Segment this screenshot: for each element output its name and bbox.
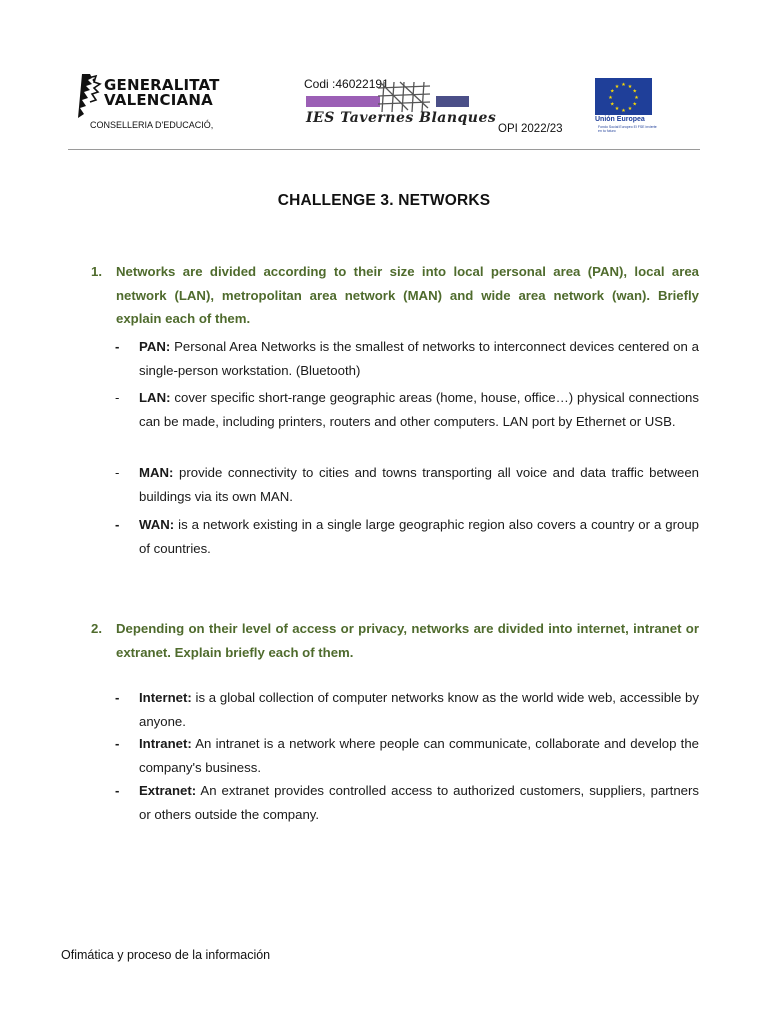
list-dash: - [115, 783, 120, 798]
question-number: 1. [91, 264, 102, 279]
item-description: An extranet provides controlled access to authorized customers, suppliers, partners or others outside the company. [139, 783, 699, 822]
svg-text:★: ★ [609, 88, 615, 95]
school-name: IES Tavernes Blanques [306, 110, 497, 126]
item-term: Internet: [139, 690, 192, 705]
svg-text:★: ★ [609, 101, 615, 108]
svg-text:★: ★ [627, 83, 633, 90]
question-number: 2. [91, 621, 102, 636]
list-item [115, 732, 699, 779]
header-divider [68, 149, 700, 150]
list-item [115, 461, 699, 508]
school-code: Codi :46022191 [304, 77, 389, 91]
page-title: CHALLENGE 3. NETWORKS [277, 192, 491, 209]
item-term: LAN: [139, 390, 171, 405]
list-item [115, 686, 699, 733]
svg-text:★: ★ [627, 106, 633, 113]
course-label: OPI 2022/23 [498, 123, 563, 135]
svg-text:★: ★ [614, 106, 620, 113]
item-description: An intranet is a network where people can communicate, collaborate and develop the company's business. [139, 736, 699, 775]
svg-text:★: ★ [632, 88, 638, 95]
list-dash: - [115, 736, 120, 751]
list-item [115, 386, 699, 433]
list-dash: - [115, 390, 120, 405]
question-1 [91, 260, 699, 331]
item-description: is a network existing in a single large geographic region also covers a country or a group of countries. [139, 517, 699, 556]
question-text: Networks are divided according to their size into local personal area (PAN), local area network (LAN), metropolitan area network (MAN) and wide area network (wan). Briefly explain each of them. [116, 264, 699, 326]
list-item [115, 513, 699, 560]
eu-sublabel: Fondo Social Europeo El FSE invierte en tu futuro [598, 125, 657, 133]
question-text: Depending on their level of access or privacy, networks are divided into internet, intranet or extranet. Explain briefly each of them. [116, 621, 699, 660]
item-term: Intranet: [139, 736, 192, 751]
generalitat-emblem-icon [76, 72, 102, 120]
svg-text:★: ★ [621, 108, 626, 114]
list-dash: - [115, 339, 120, 354]
item-term: WAN: [139, 517, 175, 532]
ies-navy-bar [436, 96, 469, 107]
item-term: Extranet: [139, 783, 197, 798]
eu-label: Unión Europea [595, 116, 645, 123]
eu-flag-icon [595, 78, 652, 115]
page-footer: Ofimática y proceso de la información [61, 948, 271, 962]
list-dash: - [115, 465, 120, 480]
item-description: is a global collection of computer networks know as the world wide web, accessible by anyone. [139, 690, 699, 729]
item-term: PAN: [139, 339, 171, 354]
ies-purple-bar [306, 96, 380, 107]
svg-text:★: ★ [608, 95, 613, 101]
svg-text:★: ★ [634, 95, 639, 101]
generalitat-line-2: VALENCIANA [104, 91, 213, 109]
svg-text:★: ★ [632, 101, 638, 108]
list-dash: - [115, 690, 120, 705]
item-description: cover specific short-range geographic areas (home, house, office…) physical connections can be made, including printers, routers and other computers. LAN port by Ethernet or USB. [139, 390, 699, 429]
question-2 [91, 617, 699, 664]
list-dash: - [115, 517, 120, 532]
svg-text:★: ★ [614, 83, 620, 90]
item-term: MAN: [139, 465, 174, 480]
ies-grid-icon [378, 80, 434, 114]
item-description: Personal Area Networks is the smallest of networks to interconnect devices centered on a single-person workstation. (Bluetooth) [139, 339, 699, 378]
generalitat-logo-text [104, 78, 220, 108]
item-description: provide connectivity to cities and towns transporting all voice and data traffic between buildings via its own MAN. [139, 465, 699, 504]
list-item [115, 779, 699, 826]
generalitat-line-1: GENERALITAT [104, 76, 220, 94]
list-item [115, 335, 699, 382]
conselleria-label: CONSELLERIA D'EDUCACIÓ, [90, 120, 214, 130]
svg-text:★: ★ [621, 82, 626, 88]
